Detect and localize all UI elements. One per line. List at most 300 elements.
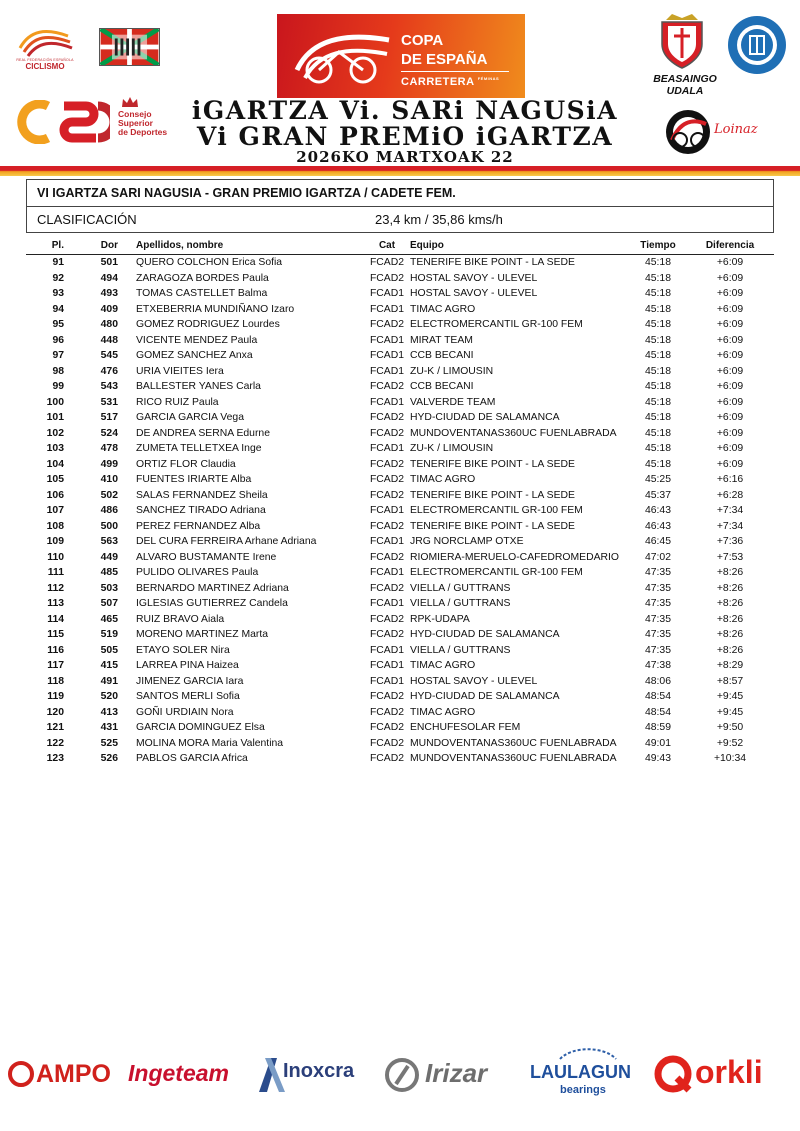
cell-category: FCAD1 [369,288,405,299]
laulagun-text: LAULAGUN [530,1062,631,1082]
cell-team: CCB BECANI [410,350,474,361]
race-distance-speed: 23,4 km / 35,86 kms/h [375,212,503,227]
cell-difference: +9:50 [716,722,744,733]
page-header [0,0,800,176]
cell-bib: 517 [100,412,118,423]
cell-bib: 491 [100,675,118,687]
table-row [26,286,774,302]
table-row [26,426,774,442]
cell-team: ELECTROMERCANTIL GR-100 FEM [410,319,583,330]
cell-team: VIELLA / GUTTRANS [410,582,511,594]
cell-rider-name: SANTOS MERLI Sofia [136,691,240,702]
cell-time: 45:18 [644,412,671,423]
cell-difference: +10:34 [713,753,747,764]
cell-rider-name: MORENO MARTINEZ Marta [136,629,269,640]
cell-position: 91 [52,257,64,268]
cell-position: 118 [47,675,64,687]
cell-difference: +7:34 [716,505,744,516]
cell-position: 106 [46,489,64,501]
cell-rider-name: RUIZ BRAVO Aiala [136,613,225,625]
table-row [26,271,774,287]
cell-team: ELECTROMERCANTIL GR-100 FEM [410,567,583,578]
cell-team: ELECTROMERCANTIL GR-100 FEM [410,505,583,516]
csd-line-1: Consejo [118,109,152,119]
cell-category: FCAD2 [369,613,405,625]
cell-position: 109 [46,536,64,547]
cell-team: ZU-K / LIMOUSIN [410,365,494,377]
cell-difference: +8:29 [716,660,744,671]
event-title-spanish: Vi GRAN PREMiO iGARTZA [196,122,614,151]
cell-category: FCAD1 [369,598,405,609]
cell-team: VIELLA / GUTTRANS [410,598,511,609]
cell-rider-name: MOLINA MORA Maria Valentina [136,737,284,749]
cell-difference: +6:09 [716,458,744,470]
cell-time: 47:35 [644,644,671,656]
cell-category: FCAD2 [369,722,405,733]
cell-category: FCAD2 [369,474,405,485]
cell-team: HYD-CIUDAD DE SALAMANCA [410,691,560,702]
cell-category: FCAD1 [369,350,405,361]
cell-difference: +9:45 [716,706,744,718]
cell-position: 93 [52,288,64,299]
cell-position: 122 [46,737,64,749]
cell-bib: 501 [100,257,118,268]
table-row [26,348,774,364]
cell-bib: 465 [100,613,118,625]
cell-time: 45:18 [644,272,671,284]
table-row [26,457,774,473]
cell-difference: +6:09 [716,257,744,268]
cell-time: 47:35 [644,613,671,625]
cell-time: 45:18 [644,427,671,439]
cell-time: 47:35 [644,598,671,609]
header-name: Apellidos, nombre [136,240,224,251]
cell-category: FCAD2 [369,753,405,764]
cell-difference: +6:09 [716,396,744,408]
cell-position: 121 [46,722,64,733]
cell-rider-name: DE ANDREA SERNA Edurne [136,427,270,439]
table-row [26,643,774,659]
cell-rider-name: ETAYO SOLER Nira [136,644,230,656]
cell-difference: +8:26 [716,582,744,594]
cell-time: 46:43 [644,505,671,516]
federation-logo [14,26,76,76]
cell-difference: +8:26 [716,598,744,609]
cell-bib: 524 [100,427,118,439]
irizar-circle-icon [385,1058,419,1092]
table-row [26,410,774,426]
cell-team: JRG NORCLAMP OTXE [410,536,524,547]
table-row [26,333,774,349]
cell-time: 45:18 [644,350,671,361]
cell-bib: 543 [100,381,118,392]
cell-difference: +6:09 [716,272,744,284]
cell-difference: +6:09 [716,288,744,299]
cell-position: 120 [46,706,64,718]
table-row [26,596,774,612]
cell-position: 102 [46,427,64,439]
cell-difference: +6:28 [716,489,744,501]
cell-difference: +6:09 [716,319,744,330]
cell-position: 111 [47,567,64,578]
cell-rider-name: GOÑI URDIAIN Nora [136,706,234,718]
cell-category: FCAD2 [369,412,405,423]
cell-difference: +6:16 [716,474,744,485]
basque-flag-icon [99,28,160,66]
cell-rider-name: ALVARO BUSTAMANTE Irene [136,551,277,563]
irizar-text: Irizar [425,1058,488,1088]
cell-rider-name: BERNARDO MARTINEZ Adriana [136,582,289,594]
municipal-seal-icon [726,14,788,76]
cell-team: ZU-K / LIMOUSIN [410,443,494,454]
cell-position: 94 [52,303,64,315]
cell-category: FCAD2 [369,381,405,392]
cell-time: 48:59 [644,722,671,733]
cell-difference: +7:53 [716,551,744,563]
copa-line-1: COPA [401,32,444,49]
cell-bib: 503 [100,582,118,594]
header-color-stripe [0,166,800,176]
table-row [26,317,774,333]
ampo-text: AMPO [36,1060,111,1088]
cell-time: 48:54 [644,691,671,702]
sponsor-ampo [8,1060,122,1102]
cell-team: TENERIFE BIKE POINT - LA SEDE [410,458,575,470]
orkli-q-icon [653,1054,693,1094]
cell-position: 103 [46,443,64,454]
cell-team: MUNDOVENTANAS360UC FUENLABRADA [410,737,617,749]
cell-difference: +9:45 [716,691,744,702]
cell-difference: +6:09 [716,350,744,361]
cell-time: 47:38 [644,660,671,671]
cell-category: FCAD1 [369,443,405,454]
cell-difference: +7:36 [716,536,744,547]
table-row [26,736,774,752]
cell-rider-name: QUERO COLCHON Erica Sofia [136,257,283,268]
header-category: Cat [378,240,396,251]
cell-category: FCAD2 [369,319,405,330]
cell-team: MUNDOVENTANAS360UC FUENLABRADA [410,753,617,764]
race-name: VI IGARTZA SARI NAGUSIA - GRAN PREMIO IGARTZA / CADETE FEM. [27,180,773,207]
cell-bib: 520 [100,691,118,702]
cell-rider-name: IGLESIAS GUTIERREZ Candela [136,598,288,609]
table-row [26,519,774,535]
cell-position: 104 [46,458,64,470]
cell-category: FCAD2 [369,629,405,640]
table-row [26,720,774,736]
cell-rider-name: ETXEBERRIA MUNDIÑANO Izaro [136,303,295,315]
cell-bib: 493 [100,288,118,299]
csd-logo [14,96,174,148]
cell-bib: 499 [100,458,118,470]
cell-position: 113 [47,598,64,609]
laulagun-arc-icon [558,1046,618,1060]
cell-category: FCAD1 [369,536,405,547]
cell-rider-name: JIMENEZ GARCIA Iara [136,675,244,687]
cell-team: MIRAT TEAM [410,334,473,346]
cell-rider-name: SANCHEZ TIRADO Adriana [136,505,266,516]
cell-bib: 478 [100,443,118,454]
cell-team: TIMAC AGRO [410,660,476,671]
federation-small-text: REAL FEDERACIÓN ESPAÑOLA [16,58,74,62]
crown-icon [120,96,140,108]
cell-position: 117 [47,660,64,671]
table-row [26,488,774,504]
cell-rider-name: GOMEZ SANCHEZ Anxa [136,350,253,361]
cell-bib: 505 [100,644,118,656]
table-header [26,238,774,255]
sponsor-inoxcra [255,1054,365,1096]
cell-bib: 409 [100,303,118,315]
cell-position: 95 [52,319,64,330]
cell-position: 123 [46,753,64,764]
copa-divider [401,71,509,72]
cell-time: 45:18 [644,319,671,330]
cell-rider-name: SALAS FERNANDEZ Sheila [136,489,268,501]
copa-feminas: FÉMINAS [477,76,500,81]
table-row [26,441,774,457]
cell-team: CCB BECANI [410,381,474,392]
cell-category: FCAD2 [369,272,405,284]
cell-rider-name: GARCIA DOMINGUEZ Elsa [136,722,265,733]
copa-carretera: CARRETERA [401,76,475,88]
cell-position: 96 [52,334,64,346]
cell-difference: +9:52 [716,737,744,749]
cell-position: 115 [47,629,64,640]
cell-rider-name: PEREZ FERNANDEZ Alba [136,520,261,532]
orkli-text: orkli [695,1054,763,1090]
cell-time: 46:45 [644,536,671,547]
sponsor-ingeteam: Ingeteam [128,1060,229,1086]
cell-position: 110 [47,551,64,563]
cell-category: FCAD2 [369,706,405,718]
table-body [26,255,774,767]
cell-bib: 525 [100,737,118,749]
cell-category: FCAD2 [369,520,405,532]
cell-difference: +6:09 [716,427,744,439]
cell-rider-name: GARCIA GARCIA Vega [136,412,244,423]
inoxcra-text: Inoxcra [283,1060,355,1082]
sponsor-laulagun [530,1046,646,1096]
cell-team: VIELLA / GUTTRANS [410,644,511,656]
cell-difference: +6:09 [716,443,744,454]
table-row [26,255,774,271]
cell-category: FCAD2 [369,551,405,563]
cell-difference: +8:57 [716,675,744,687]
cell-team: HOSTAL SAVOY - ULEVEL [410,288,538,299]
cell-category: FCAD1 [369,365,405,377]
cell-position: 100 [46,396,64,408]
classification-label: CLASIFICACIÓN [37,212,137,227]
cell-team: RIOMIERA-MERUELO-CAFEDROMEDARIO [410,551,619,563]
cell-position: 108 [46,520,64,532]
sponsor-bar [0,1040,800,1110]
cell-difference: +6:09 [716,381,744,392]
cell-difference: +8:26 [716,644,744,656]
cell-category: FCAD2 [369,489,405,501]
header-bib: Dor [100,240,118,251]
loinaz-logo [662,108,774,158]
table-row [26,395,774,411]
cell-bib: 486 [100,505,118,516]
cell-bib: 531 [100,396,118,408]
cell-time: 48:54 [644,706,671,718]
copa-line-2: DE ESPAÑA [401,51,488,68]
beasain-shield-icon [656,14,708,70]
cell-team: TIMAC AGRO [410,706,476,718]
cell-time: 48:06 [644,675,671,687]
cell-time: 45:18 [644,396,671,408]
sponsor-orkli [653,1054,793,1096]
header-position: Pl. [51,240,64,251]
cell-category: FCAD2 [369,427,405,439]
header-difference: Diferencia [705,240,755,251]
cell-category: FCAD2 [369,691,405,702]
cell-bib: 413 [100,706,118,718]
cell-time: 47:35 [644,582,671,594]
cell-team: HYD-CIUDAD DE SALAMANCA [410,412,560,423]
cell-bib: 500 [100,520,118,532]
table-row [26,674,774,690]
cell-time: 45:18 [644,288,671,299]
cell-bib: 507 [100,598,118,609]
cell-team: HYD-CIUDAD DE SALAMANCA [410,629,560,640]
table-row [26,379,774,395]
cell-category: FCAD2 [369,458,405,470]
cell-category: FCAD1 [369,675,405,687]
cell-bib: 563 [100,536,118,547]
loinaz-name: Loinaz [714,122,758,137]
table-row [26,581,774,597]
cell-bib: 448 [100,334,118,346]
cell-bib: 519 [100,629,118,640]
cell-time: 47:35 [644,567,671,578]
cell-position: 101 [46,412,64,423]
race-info-box [26,179,774,233]
cell-difference: +6:09 [716,303,744,315]
cell-bib: 415 [100,660,118,671]
cell-rider-name: ZARAGOZA BORDES Paula [136,272,269,284]
table-row [26,534,774,550]
header-time: Tiempo [640,240,676,251]
cell-rider-name: DEL CURA FERREIRA Arhane Adriana [136,536,317,547]
cell-team: VALVERDE TEAM [410,396,496,408]
cell-team: RPK-UDAPA [410,613,470,625]
cell-time: 47:35 [644,629,671,640]
beasain-udala [640,73,730,97]
table-row [26,565,774,581]
cell-team: MUNDOVENTANAS360UC FUENLABRADA [410,427,617,439]
cell-time: 45:18 [644,257,671,268]
cell-category: FCAD1 [369,303,405,315]
cell-category: FCAD1 [369,567,405,578]
cell-time: 45:18 [644,458,671,470]
cell-position: 116 [47,644,64,656]
table-row [26,751,774,767]
table-row [26,472,774,488]
csd-line-2: Superior [118,118,153,128]
copa-line-3 [401,76,499,88]
cell-rider-name: URIA VIEITES Iera [136,365,224,377]
cell-bib: 449 [100,551,118,563]
cell-position: 112 [47,582,64,594]
sponsor-irizar [385,1056,515,1098]
cell-category: FCAD2 [369,257,405,268]
cell-time: 45:18 [644,365,671,377]
cell-team: HOSTAL SAVOY - ULEVEL [410,675,538,687]
event-date: 2026KO MARTXOAK 22 [296,148,514,166]
cell-rider-name: TOMAS CASTELLET Balma [136,288,268,299]
federation-name: CICLISMO [25,62,65,71]
cell-time: 47:02 [644,551,671,563]
cell-team: TENERIFE BIKE POINT - LA SEDE [410,489,575,501]
cell-difference: +6:09 [716,412,744,423]
table-row [26,627,774,643]
cell-rider-name: PULIDO OLIVARES Paula [136,567,259,578]
cell-difference: +7:34 [716,520,744,532]
cell-category: FCAD1 [369,660,405,671]
cell-time: 45:25 [644,474,671,485]
cell-rider-name: PABLOS GARCIA Africa [136,753,248,764]
cell-time: 49:01 [644,737,671,749]
header-team: Equipo [410,240,444,251]
cell-category: FCAD2 [369,737,405,749]
beasain-line-2: UDALA [666,85,704,97]
table-row [26,705,774,721]
federation-wave-icon [16,26,74,58]
cell-category: FCAD2 [369,582,405,594]
table-row [26,689,774,705]
cell-position: 114 [47,613,64,625]
cell-rider-name: ZUMETA TELLETXEA Inge [136,443,262,454]
cell-position: 97 [52,350,64,361]
cell-position: 99 [52,381,64,392]
cell-rider-name: BALLESTER YANES Carla [136,381,261,392]
cell-rider-name: RICO RUIZ Paula [136,396,219,408]
ampo-ring-icon [8,1061,34,1087]
cell-rider-name: GOMEZ RODRIGUEZ Lourdes [136,319,280,330]
table-row [26,503,774,519]
event-title-basque: iGARTZA Vi. SARi NAGUSiA [191,96,619,125]
table-row [26,302,774,318]
cell-bib: 480 [100,319,118,330]
cell-position: 107 [46,505,64,516]
cell-bib: 431 [100,722,118,733]
cell-position: 92 [52,272,64,284]
cell-bib: 545 [100,350,118,361]
cell-category: FCAD1 [369,396,405,408]
cell-category: FCAD1 [369,644,405,656]
table-row [26,364,774,380]
cell-bib: 502 [100,489,118,501]
cell-bib: 485 [100,567,118,578]
cell-difference: +8:26 [716,613,744,625]
cell-team: HOSTAL SAVOY - ULEVEL [410,272,538,284]
cell-team: TIMAC AGRO [410,303,476,315]
cell-rider-name: VICENTE MENDEZ Paula [136,334,258,346]
cell-time: 45:18 [644,334,671,346]
csd-line-3: de Deportes [118,127,168,137]
cell-time: 49:43 [644,753,671,764]
cell-bib: 410 [100,474,118,485]
table-row [26,612,774,628]
cell-position: 105 [46,474,64,485]
cell-category: FCAD1 [369,505,405,516]
cell-time: 45:18 [644,443,671,454]
cell-bib: 494 [100,272,118,284]
cell-time: 45:18 [644,381,671,392]
copa-de-espana-logo [277,14,525,98]
